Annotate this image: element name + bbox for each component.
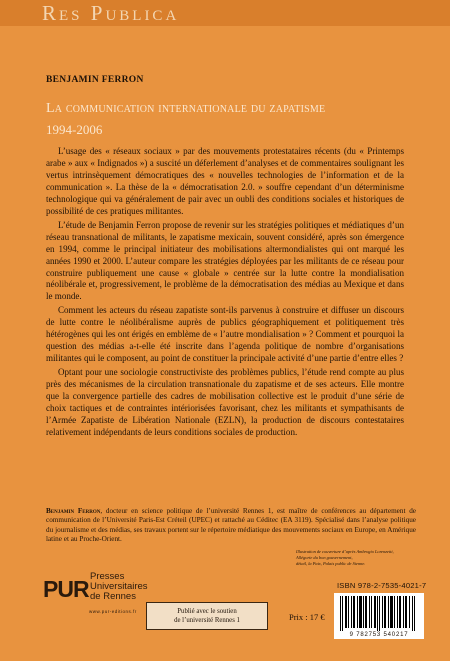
blurb-paragraph: L’usage des « réseaux sociaux » par des mouvements protestataires récents (du « Printemps arabe » aux « Indignados ») a suscité un déferlement d’analyses et de commentaires soulignant les vertus intrinsèquement démocratiques des « nouvelles technologies de l’information et de la communication ». La thèse de la « démocratisation 2.0. » souffre cependant d’un déterminisme technologique qui va généralement de pair avec un oubli des conditions sociales et historiques de possibilité de ces pratiques militantes. (46, 146, 404, 216)
publisher-url: www.pur-editions.fr (89, 609, 137, 614)
credit-line: Allégorie du bon gouvernement, (296, 555, 353, 560)
bio-text: , docteur en science politique de l’université Rennes 1, est maître de conférences au département de communication de l’Université Paris-Est Créteil (UPEC) et rattaché au Céditec (EA 3119). Spécialisé dans l’analyse politique du journalisme et des médias, ses travaux portent sur le répertoire médiatique des mouvements sociaux en Europe, en Amérique latine et au Proche-Orient. (46, 507, 416, 543)
cover-credit (296, 549, 421, 567)
publisher-line: Presses (90, 571, 125, 582)
barcode-bars (334, 593, 424, 631)
author-name: BENJAMIN FERRON (46, 75, 144, 85)
barcode-number: 9 782753 540217 (334, 631, 424, 639)
credit-line: détail, la Paix, Palais public de Sienne. (296, 561, 366, 566)
pur-mark: PUR (43, 576, 89, 602)
blurb-paragraph: Optant pour une sociologie constructiviste des problèmes publics, l’étude rend compte au plus près des mécanismes de la circulation transnationale du zapatisme et de ses acteurs. Elle montre que la convergence partielle des cadres de mobilisation collective est le produit d’une série de choix tactiques et de contraintes intériorisées favorisant, chez les militants et sympathisants de l’Armée Zapatiste de Libération Nationale (EZLN), la production de discours contestataires relativement indépendants de leurs conditions sociales de production. (46, 367, 404, 437)
publisher-name (90, 572, 148, 602)
series-title: Res Publica (42, 1, 180, 25)
support-box (146, 602, 268, 630)
support-line: Publié avec le soutien (177, 608, 237, 615)
support-line: de l’université Rennes 1 (174, 617, 240, 624)
series-band (0, 0, 450, 26)
isbn: ISBN 978-2-7535-4021-7 (337, 581, 427, 590)
bio-name: Benjamin Ferron (46, 507, 101, 515)
author-bio (46, 507, 416, 544)
publisher-logo (43, 568, 148, 638)
publisher-line: de Rennes (90, 591, 136, 602)
price: Prix : 17 € (289, 612, 325, 622)
credit-line: Illustration de couverture d’après Ambrogio Lorenzetti, (296, 549, 394, 554)
blurb-paragraph: Comment les acteurs du réseau zapatiste sont-ils parvenus à construire et diffuser un discours de lutte contre le néolibéralisme auprès de publics géographiquement et politiquement très hétérogènes qui les ont érigés en emblème de « l’autre mondialisation » ? Comment et pourquoi la question des médias a-t-elle été inscrite dans l’agenda politique de nombre d’organisations militantes qui le composent, au point de constituer la principale activité d’une partie d’entre elles ? (46, 305, 404, 364)
blurb-paragraph: L’étude de Benjamin Ferron propose de revenir sur les stratégies politiques et médiatiques d’un réseau transnational de militants, le zapatisme mexicain, souvent considéré, après son émergence en 1994, comme le principal initiateur des mobilisations altermondialistes qui ont marqué les années 1990 et 2000. L’auteur compare les stratégies déployées par les militants de ce réseau pour construire publiquement une cause « globale » centrée sur la lutte contre la mondialisation néolibérale et, progressivement, le problème de la démocratisation des médias au Mexique et dans le monde. (46, 219, 404, 302)
book-title: La communication internationale du zapatisme (46, 101, 326, 116)
blurb (46, 146, 404, 441)
book-subtitle: 1994-2006 (46, 122, 103, 137)
publisher-line: Universitaires (90, 581, 148, 592)
